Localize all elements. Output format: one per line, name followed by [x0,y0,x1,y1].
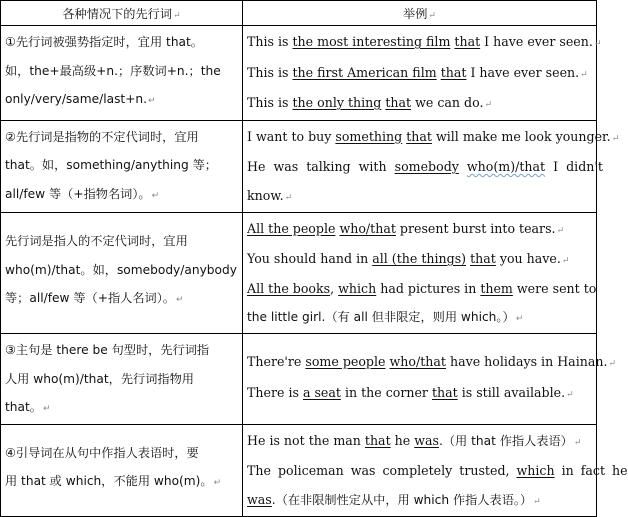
example-line: All the books, which had pictures in them were sent to [247,281,597,296]
antecedent-line: 用 that 或 which，不能用 who(m)。↵ [5,474,222,488]
example-cell [243,334,617,425]
example-line: I want to buy something that will make me look younger.↵ [247,128,620,144]
example-line: You should hand in all (the things) that you have.↵ [247,251,570,266]
example-line: He was talking with somebody who(m)/that I didn't [247,159,603,174]
example-cell [243,213,597,334]
antecedent-line: ②先行词是指物的不定代词时，宜用 [5,129,199,144]
header-row [1,1,597,26]
table-row [1,334,597,425]
antecedent-cell [1,120,243,213]
example-line: This is the only thing that we can do.↵ [247,95,492,110]
example-line: was.（在非限制性定从中，用 which 作指人表语。）↵ [247,491,541,507]
antecedent-cell [1,424,243,517]
table-row [1,213,597,334]
example-line: This is the first American film that I have ever seen.↵ [247,64,588,80]
antecedent-line: 先行词是指人的不定代词时，宜用 [5,234,188,248]
antecedent-line: 人用 who(m)/that，先行词指物用 [5,371,194,386]
antecedent-line: that。如，something/anything 等； [5,158,217,172]
example-line: He is not the man that he was.（用 that 作指人表语）↵ [247,432,582,448]
example-cell [243,26,602,121]
example-line: There're some people who/that have holidays in Hainan.↵ [247,354,617,369]
antecedent-line: ①先行词被强势指定时，宜用 that。 [5,35,203,49]
example-line: know.↵ [247,187,293,203]
example-line: This is the most interesting film that I have ever seen.↵ [247,34,602,49]
header-antecedent: 各种情况下的先行词↵ [1,1,243,26]
example-line: The policeman was completely trusted, which in fact he [247,463,628,478]
antecedent-line: ③主句是 there be 句型时，先行词指 [5,343,210,357]
antecedent-cell [1,26,243,121]
example-line: the little girl.（有 all 但非限定，则用 which。）↵ [247,310,524,324]
antecedent-cell [1,334,243,425]
table-row [1,120,597,213]
table-row [1,424,597,517]
antecedent-line: all/few 等（+指物名词）。↵ [5,186,160,201]
antecedent-line: only/very/same/last+n.↵ [5,92,156,106]
antecedent-cell [1,213,243,334]
antecedent-line: who(m)/that。如，somebody/anybody [5,262,237,277]
antecedent-line: 等；all/few 等（+指人名词）。↵ [5,291,184,305]
antecedent-line: ④引导词在从句中作指人表语时，要 [5,445,199,460]
example-cell [243,424,628,517]
antecedent-line: 如，the+最高级+n.；序数词+n.；the [5,63,221,78]
example-line: There is a seat in the corner that is still available.↵ [247,384,574,400]
example-cell [243,120,620,213]
table-row [1,26,597,121]
header-examples: 举例↵ [243,1,597,26]
antecedent-line: that。↵ [5,400,51,414]
example-line: All the people who/that present burst into tears.↵ [247,221,565,236]
